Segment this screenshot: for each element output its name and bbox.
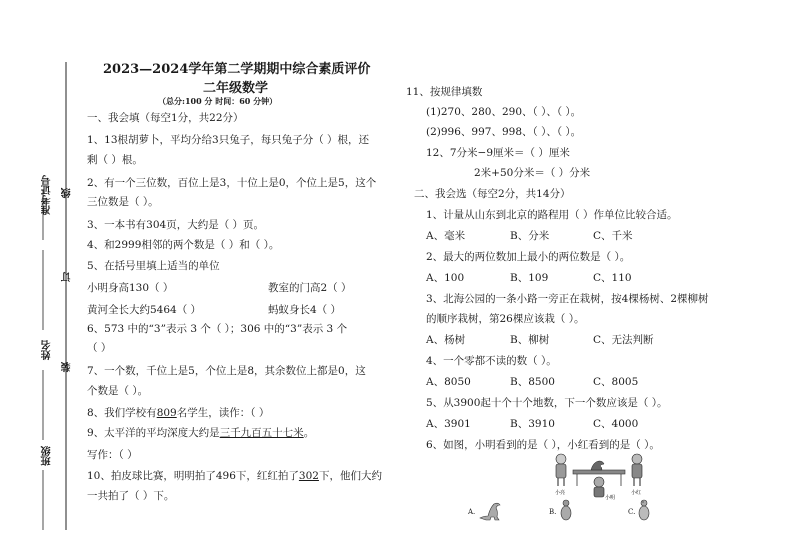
q6-line1: 6、573 中的“3”表示 3 个（ ）；306 中的“3”表示 3 个 — [87, 323, 348, 335]
c4-opt-b: B、8500 — [510, 376, 555, 388]
fig-label-xiaoming: 小明 — [605, 495, 616, 501]
c2: 2、最大的两位数加上最小的两位数是（ ）。 — [426, 251, 631, 263]
q5-door: 教室的门高2（ ） — [268, 282, 352, 294]
c1: 1、计量从山东到北京的路程用（ ）作单位比较合适。 — [426, 209, 678, 221]
q5-river: 黄河全长大约5464（ ） — [87, 304, 202, 316]
c4: 4、一个零都不读的数（ ）。 — [426, 355, 557, 367]
fig-opt-a-label: A. — [468, 508, 476, 516]
q12-1: 12、7分米−9厘米＝（ ）厘米 — [426, 147, 570, 159]
c3-opt-a: A、杨树 — [426, 334, 466, 346]
q2-line1: 2、有一个三位数，百位上是3，十位上是0，个位上是5，这个 — [87, 177, 377, 189]
bind-mark: 订 — [62, 272, 73, 282]
q12-2: 2米+50分米＝（ ）分米 — [474, 167, 591, 179]
c5: 5、从3900起十个十个地数，下一个数应该是（ ）。 — [426, 397, 668, 409]
q4: 4、和2999相邻的两个数是（ ）和（ ）。 — [87, 239, 280, 251]
section-choice-title: 二、我会选（每空2分，共14分） — [414, 188, 571, 200]
c5-opt-b: B、3910 — [510, 418, 555, 430]
fig-opt-c-label: C. — [628, 508, 636, 516]
c6: 6、如图，小明看到的是（ ），小红看到的是（ ）。 — [426, 439, 660, 451]
name-label: 姓名 — [42, 340, 53, 360]
q6-line2: （ ） — [87, 342, 112, 354]
dinosaur-back-icon-b — [558, 498, 574, 522]
c4-opt-c: C、8005 — [593, 376, 639, 388]
c1-opt-c: C、千米 — [593, 230, 633, 242]
fig-opt-b-label: B. — [549, 508, 557, 516]
c4-opt-a: A、8050 — [426, 376, 471, 388]
c5-opt-a: A、3901 — [426, 418, 471, 430]
section-fill-title: 一、我会填（每空1分，共22分） — [87, 112, 244, 124]
q9-post: 。 — [303, 427, 315, 439]
c2-opt-a: A、100 — [426, 272, 465, 284]
q11-1: (1)270、280、290、（ ）、（ ）。 — [426, 106, 582, 118]
c3-opt-b: B、柳树 — [510, 334, 550, 346]
cut-line-mark: 线 — [62, 188, 73, 198]
c3-line2: 的顺序栽树，第26棵应该栽（ ）。 — [426, 313, 585, 325]
q8-number: 809 — [156, 407, 177, 419]
exam-no-label: 准考证号 — [42, 175, 53, 215]
c2-opt-b: B、109 — [510, 272, 549, 284]
c5-opt-c: C、4000 — [593, 418, 639, 430]
q7-line2: 个数是（ ）。 — [87, 385, 149, 397]
exam-subtitle: 二年级数学 — [203, 81, 269, 96]
q2-line2: 三位数是（ ）。 — [87, 196, 159, 208]
exam-title: 2023—2024学年第二学期期中综合素质评价 — [103, 62, 371, 77]
q10-post: 下，他们大约 — [318, 470, 382, 482]
q8-pre: 8、我们学校有 — [87, 407, 157, 419]
q11: 11、按规律填数 — [406, 86, 483, 98]
q8-post: 名学生，读作：（ ） — [176, 407, 270, 419]
q1-line1: 1、13根胡萝卜，平均分给3只兔子，每只兔子分（ ）根，还 — [87, 134, 370, 146]
q10-pre: 10、拍皮球比赛，明明拍了496下，红红拍了 — [87, 470, 299, 482]
q9-number: 三千九百五十七米 — [219, 427, 304, 439]
dinosaur-front-icon-c — [636, 498, 652, 522]
q5: 5、在括号里填上适当的单位 — [87, 260, 220, 272]
q1-line2: 剩（ ）根。 — [87, 154, 143, 166]
q7-line1: 7、一个数，千位上是5，个位上是8，其余数位上都是0，这 — [87, 365, 366, 377]
q5-height: 小明身高130（ ） — [87, 282, 174, 294]
dinosaur-side-icon-a — [478, 500, 504, 522]
q10-line2: 一共拍了（ ）下。 — [87, 490, 175, 502]
q5-ant: 蚂蚁身长4（ ） — [268, 304, 342, 316]
q3: 3、一本书有304页，大约是（ ）页。 — [87, 219, 265, 231]
q9-write: 写作：（ ） — [87, 449, 138, 461]
exam-meta: （总分:100 分 时间：60 分钟） — [158, 96, 278, 106]
seal-mark: 装 — [62, 362, 73, 372]
q10-number: 302 — [298, 470, 319, 482]
viewpoint-figure — [545, 452, 655, 502]
fig-label-xiaoliang: 小亮 — [555, 490, 566, 496]
class-label: 班级 — [42, 446, 53, 466]
q9-pre: 9、太平洋的平均深度大约是 — [87, 427, 220, 439]
q11-2: (2)996、997、998、（ ）、（ ）。 — [426, 126, 582, 138]
c1-opt-b: B、分米 — [510, 230, 550, 242]
fig-label-xiaohong: 小红 — [631, 490, 642, 496]
c1-opt-a: A、毫米 — [426, 230, 466, 242]
q8 — [87, 406, 269, 420]
c3-line1: 3、北海公园的一条小路一旁正在栽树，按4棵杨树、2棵柳树 — [426, 293, 709, 305]
c3-opt-c: C、无法判断 — [593, 334, 654, 346]
q10-line1 — [87, 469, 382, 483]
q9 — [87, 426, 314, 440]
c2-opt-c: C、110 — [593, 272, 632, 284]
